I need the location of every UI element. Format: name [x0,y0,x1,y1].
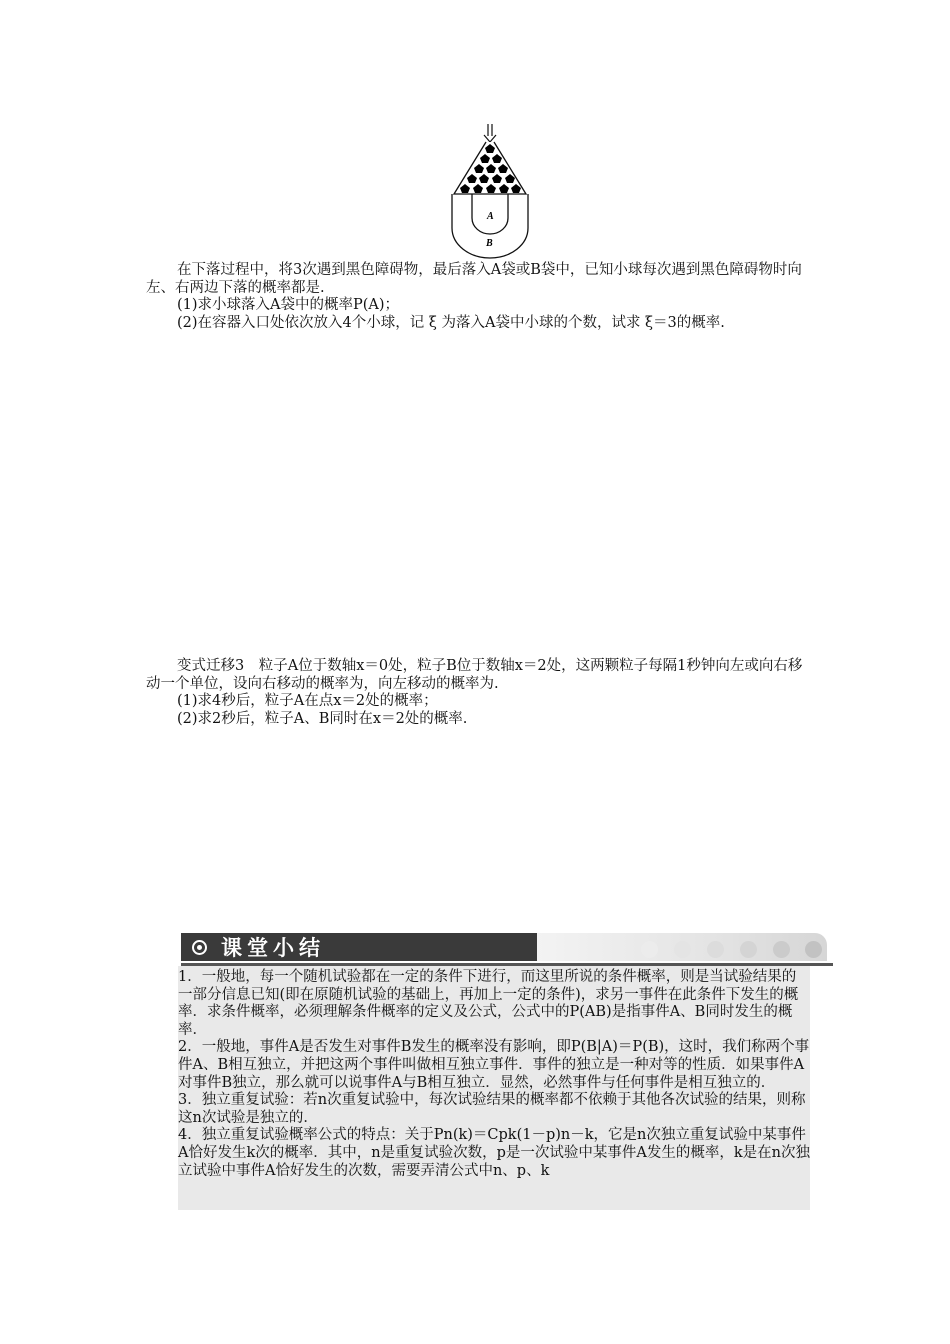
problem-intro: 在下落过程中，将3次遇到黑色障碍物，最后落入A袋或B袋中，已知小球每次遇到黑色障碍物时向左、右两边下落的概率都是. [146,262,802,296]
problem-block [146,262,808,332]
summary-item-2: 2．一般地，事件A是否发生对事件B发生的概率没有影响，即P(B|A)＝P(B)，这时，我们称两个事件A、B相互独立，并把这两个事件叫做相互独立事件．事件的独立是一种对等的性质．如果事件A对事件B独立，那么就可以说事件A与B相互独立．显然，必然事件与任何事件是相互独立的． [178,1039,810,1091]
decor-dot-icon [707,941,724,958]
variant-question-1: (1)求4秒后，粒子A在点x＝2处的概率； [177,693,438,710]
section-banner [178,930,832,966]
summary-item-4: 4．独立重复试验概率公式的特点：关于Pn(k)＝Cpk(1－p)n－k，它是n次独立重复试验中某事件A恰好发生k次的概率．其中，n是重复试验次数，p是一次试验中某事件A发生的概率，k是在n次独立试验中事件A恰好发生的次数，需要弄清公式中n、p、k [178,1127,810,1179]
variant-block [146,658,808,728]
down-arrow-icon [484,124,496,142]
summary-box [178,966,810,1210]
decor-dot-icon [773,941,790,958]
problem-question-1: (1)求小球落入A袋中的概率P(A)； [177,297,400,314]
decor-dot-icon [805,941,822,958]
variant-intro: 变式迁移3 粒子A位于数轴x＝0处，粒子B位于数轴x＝2处，这两颗粒子每隔1秒钟向左或向右移动一个单位，设向右移动的概率为，向左移动的概率为. [146,658,803,692]
label-b: B [486,238,493,249]
label-a: A [487,211,494,222]
decor-dot-icon [674,941,691,958]
section-title: 课堂小结 [221,936,325,960]
variant-question-2: (2)求2秒后，粒子A、B同时在x＝2处的概率. [177,710,468,727]
section-title-box [181,933,537,961]
decor-dot-icon [740,941,757,958]
summary-item-3: 3．独立重复试验：若n次重复试验中，每次试验结果的概率都不依赖于其他各次试验的结果，则称这n次试验是独立的． [178,1092,806,1126]
problem-question-2: (2)在容器入口处依次放入4个小球，记 ξ 为落入A袋中小球的个数，试求 ξ＝3的概率. [177,314,725,331]
decor-dot-icon [641,941,658,958]
bullet-circle-icon [192,940,207,955]
galton-board-figure [448,122,532,260]
summary-item-1: 1．一般地，每一个随机试验都在一定的条件下进行，而这里所说的条件概率，则是当试验结果的一部分信息已知(即在原随机试验的基础上，再加上一定的条件)，求另一事件在此条件下发生的概率．求条件概率，必须理解条件概率的定义及公式，公式中的P(AB)是指事件A、B同时发生的概率． [178,969,799,1038]
banner-decoration [537,933,827,961]
